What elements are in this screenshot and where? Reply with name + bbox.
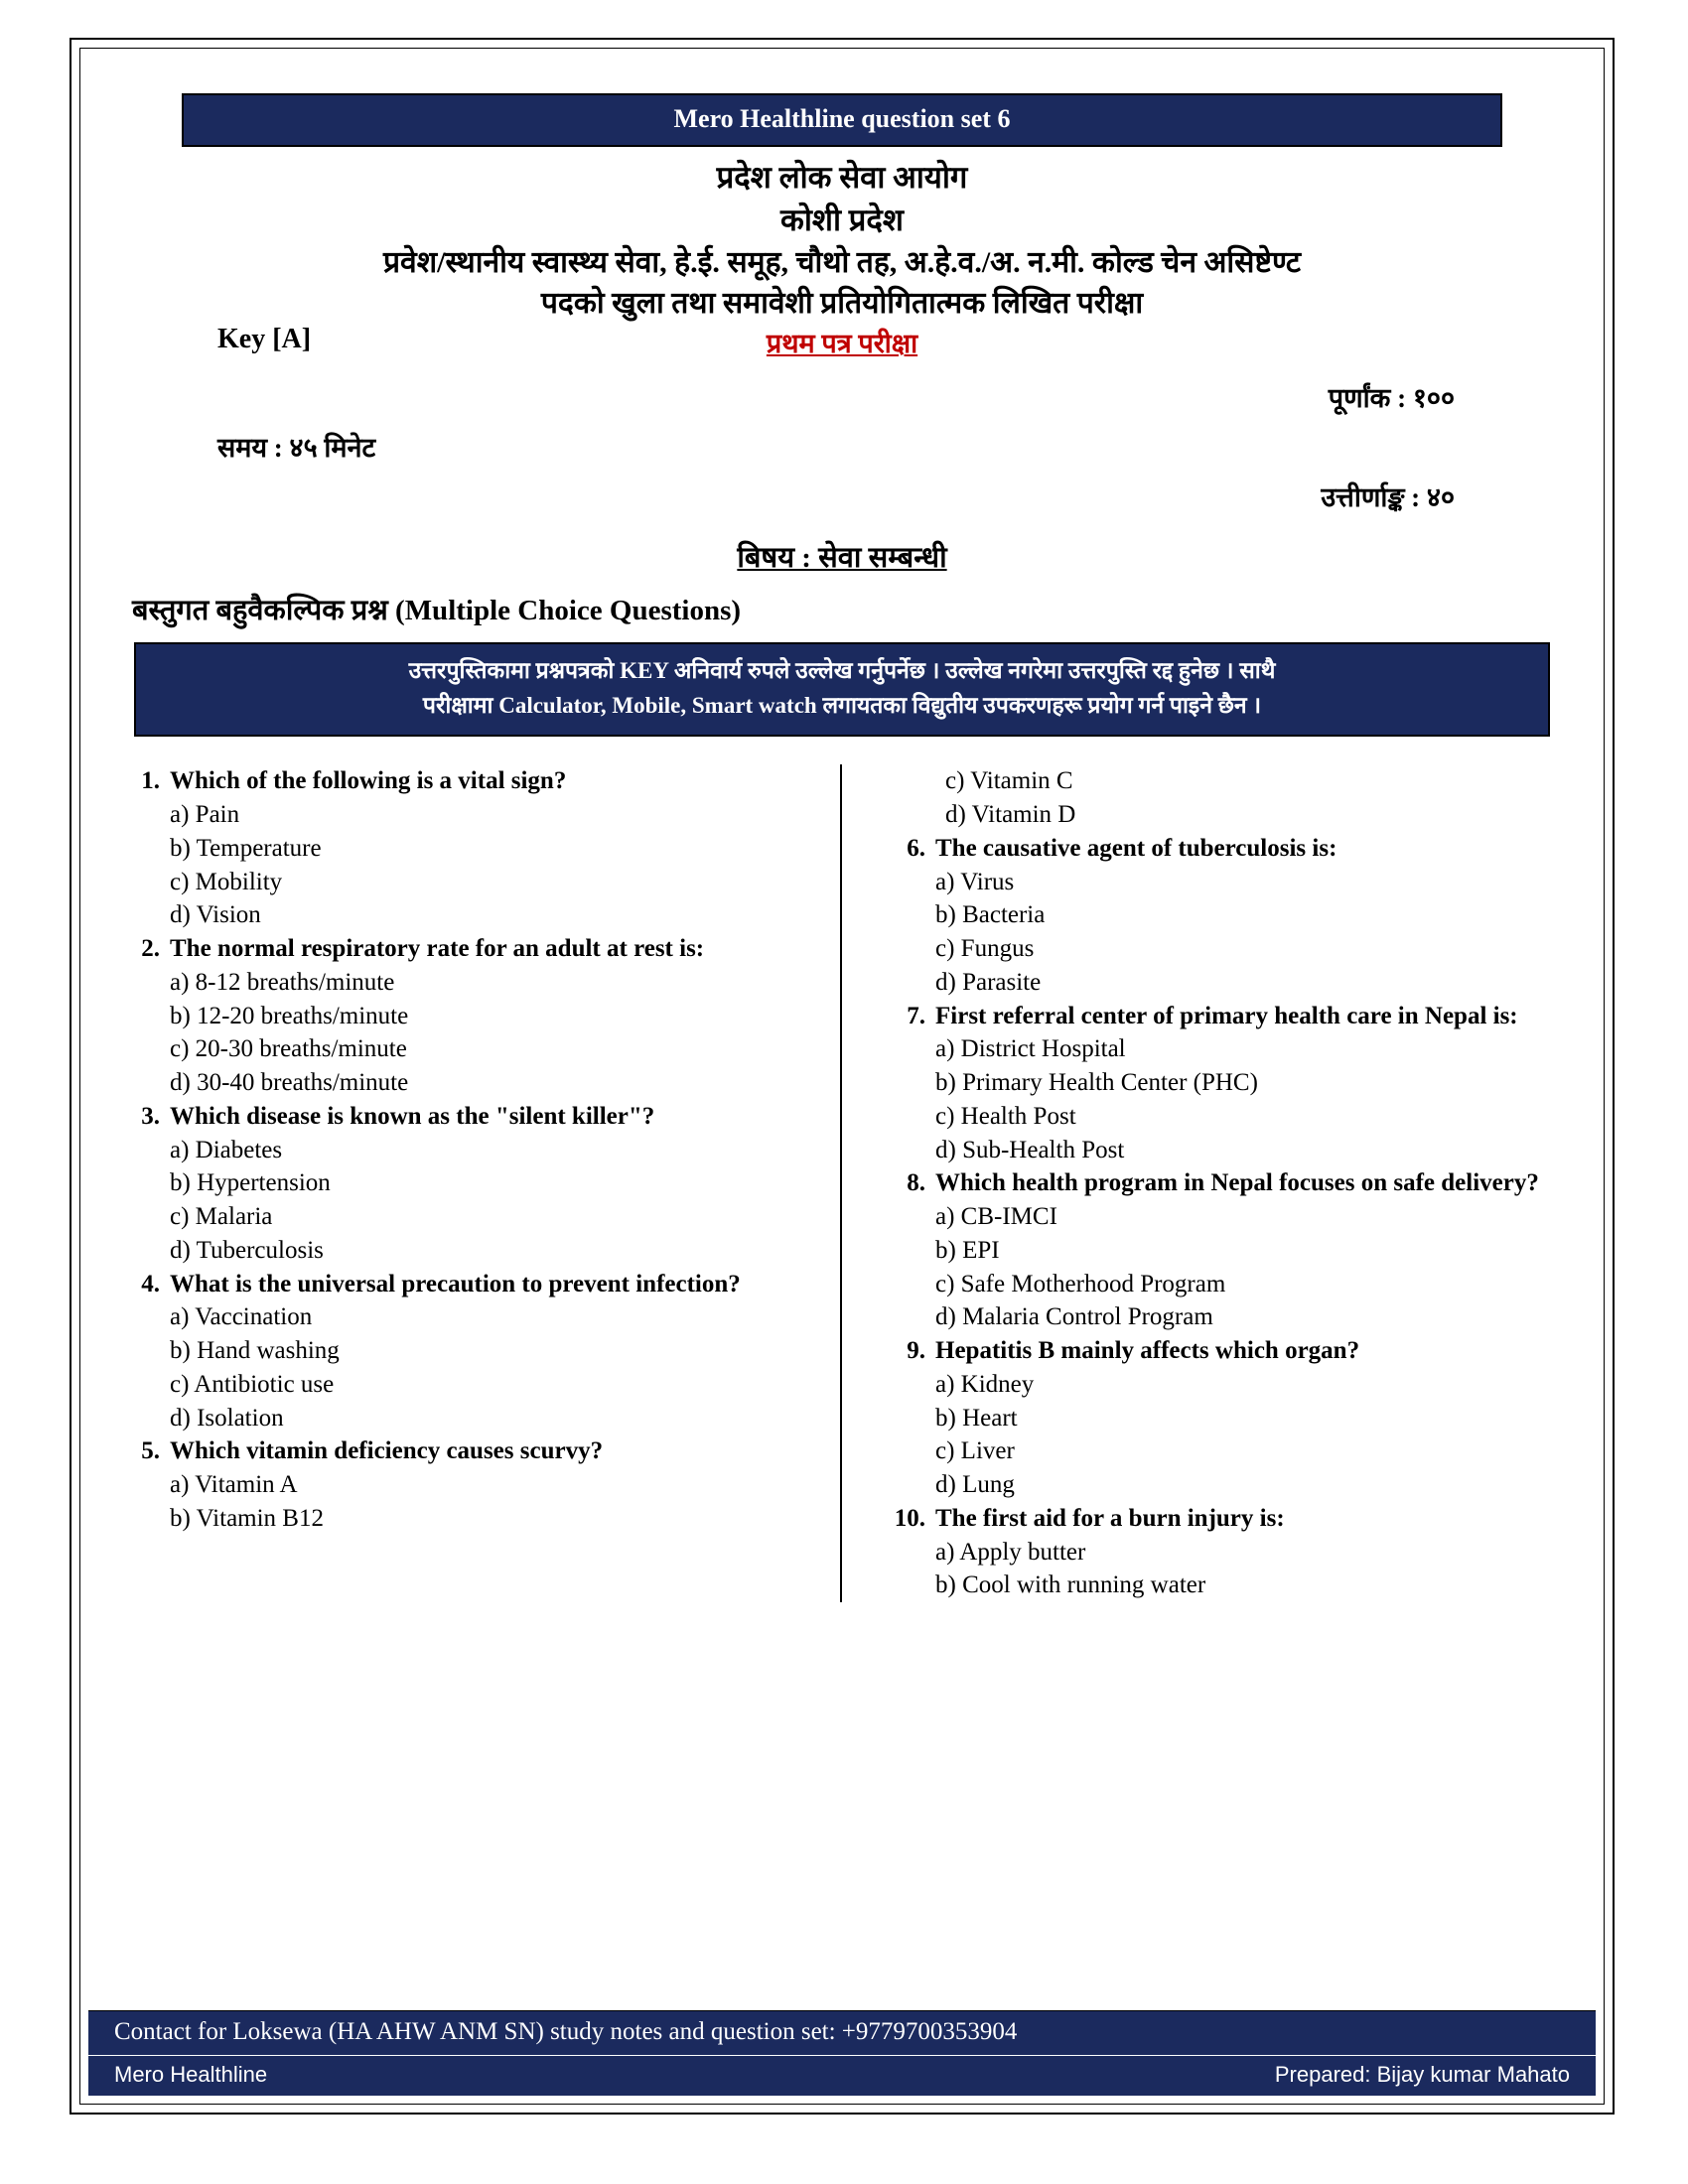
question-body xyxy=(170,1100,814,1268)
question-option[interactable]: a) Apply butter xyxy=(935,1538,1086,1566)
questions-column-right xyxy=(842,764,1558,1602)
question-option[interactable]: d) Vision xyxy=(170,901,261,929)
question-option[interactable]: c) Liver xyxy=(935,1437,1015,1465)
question-text: Which of the following is a vital sign? xyxy=(170,767,567,795)
question-number: 6. xyxy=(907,834,925,862)
question-item xyxy=(892,1000,1558,1167)
question-option[interactable]: b) Bacteria xyxy=(935,901,1046,929)
document-footer xyxy=(88,2010,1596,2096)
authority-line-3: प्रवेश/स्थानीय स्वास्थ्य सेवा, हे.ई. समूह, चौथो तह, अ.हे.व./अ. न.मी. कोल्ड चेन असिष्टेण्ट xyxy=(382,245,1302,279)
question-number: 5. xyxy=(141,1437,160,1465)
question-option[interactable]: c) Fungus xyxy=(935,935,1035,963)
footer-bar xyxy=(88,2055,1596,2096)
question-item xyxy=(126,1100,814,1268)
question-item xyxy=(892,832,1558,1000)
question-text: Hepatitis B mainly affects which organ? xyxy=(935,1337,1360,1365)
question-option[interactable]: a) CB-IMCI xyxy=(935,1203,1057,1231)
question-option[interactable]: a) Kidney xyxy=(935,1370,1035,1398)
question-option[interactable]: b) Hand washing xyxy=(170,1337,340,1365)
question-option[interactable]: d) Isolation xyxy=(170,1404,284,1432)
questions-columns xyxy=(120,764,1564,1602)
question-number: 7. xyxy=(907,1002,925,1029)
question-option[interactable]: b) Primary Health Center (PHC) xyxy=(935,1069,1258,1097)
contact-bar: Contact for Loksewa (HA AHW ANM SN) study notes and question set: +9779700353904 xyxy=(88,2010,1596,2055)
question-number: 3. xyxy=(141,1102,160,1130)
question-option[interactable]: a) District Hospital xyxy=(935,1035,1126,1063)
key-label: Key [A] xyxy=(217,324,312,355)
question-item xyxy=(892,1334,1558,1502)
title-bar: Mero Healthline question set 6 xyxy=(182,93,1502,147)
question-option[interactable]: b) Temperature xyxy=(170,834,322,862)
question-text: The normal respiratory rate for an adult at rest is: xyxy=(170,935,705,963)
question-body xyxy=(170,764,814,932)
question-option[interactable]: b) Vitamin B12 xyxy=(170,1504,324,1532)
question-option[interactable]: c) 20-30 breaths/minute xyxy=(170,1035,407,1063)
question-number: 2. xyxy=(141,935,160,963)
exam-authority-heading xyxy=(120,157,1564,324)
question-option[interactable]: b) 12-20 breaths/minute xyxy=(170,1002,409,1029)
question-body xyxy=(170,1268,814,1435)
question-body xyxy=(170,932,814,1100)
question-number: 8. xyxy=(907,1169,925,1197)
mcq-heading: बस्तुगत बहुवैकल्पिक प्रश्न (Multiple Choice Questions) xyxy=(132,595,742,627)
question-option[interactable]: d) Sub-Health Post xyxy=(935,1136,1125,1163)
question-item xyxy=(126,1434,814,1535)
question-item xyxy=(126,764,814,932)
exam-notice xyxy=(134,642,1550,737)
question-option[interactable]: d) Parasite xyxy=(935,968,1042,996)
question-option[interactable]: d) 30-40 breaths/minute xyxy=(170,1069,409,1097)
question-text: The causative agent of tuberculosis is: xyxy=(935,834,1337,862)
subject-heading: बिषय : सेवा सम्बन्धी xyxy=(737,542,947,575)
question-text: Which vitamin deficiency causes scurvy? xyxy=(170,1437,604,1465)
document-page xyxy=(70,38,1615,2115)
question-option[interactable]: d) Lung xyxy=(935,1471,1015,1499)
question-body xyxy=(170,1434,814,1535)
question-body xyxy=(935,832,1558,1000)
question-text: The first aid for a burn injury is: xyxy=(935,1504,1285,1532)
question-option[interactable]: c) Malaria xyxy=(170,1203,273,1231)
question-option[interactable]: c) Health Post xyxy=(935,1102,1076,1130)
question-option[interactable]: b) EPI xyxy=(935,1236,1000,1264)
question-number: 9. xyxy=(907,1337,925,1365)
question-option[interactable]: d) Malaria Control Program xyxy=(935,1303,1213,1331)
question-option[interactable]: c) Safe Motherhood Program xyxy=(935,1270,1226,1297)
footer-brand: Mero Healthline xyxy=(114,2062,268,2087)
footer-prepared-by: Prepared: Bijay kumar Mahato xyxy=(1274,2062,1570,2087)
question-option[interactable]: a) 8-12 breaths/minute xyxy=(170,968,395,996)
full-marks-label: पूर्णांक : १०० xyxy=(1328,383,1455,414)
question-text: First referral center of primary health care in Nepal is: xyxy=(935,1002,1518,1029)
question-number: 4. xyxy=(141,1270,160,1297)
question-option[interactable]: d) Vitamin D xyxy=(945,801,1076,829)
question-option[interactable]: b) Hypertension xyxy=(170,1169,331,1197)
question-item xyxy=(126,1268,814,1435)
authority-line-4: पदको खुला तथा समावेशी प्रतियोगितात्मक लिखित परीक्षा xyxy=(540,286,1144,320)
continued-options xyxy=(945,764,1558,832)
question-option[interactable]: a) Vitamin A xyxy=(170,1471,298,1499)
question-item xyxy=(126,932,814,1100)
question-option[interactable]: a) Vaccination xyxy=(170,1303,313,1331)
question-option[interactable]: a) Diabetes xyxy=(170,1136,283,1163)
question-option[interactable]: d) Tuberculosis xyxy=(170,1236,324,1264)
pass-marks-label: उत्तीर्णाङ्क : ४० xyxy=(1321,482,1455,513)
question-option[interactable]: b) Cool with running water xyxy=(935,1571,1206,1599)
question-body xyxy=(935,1000,1558,1167)
time-label: समय : ४५ मिनेट xyxy=(217,433,376,464)
question-option[interactable]: c) Vitamin C xyxy=(945,767,1073,795)
authority-line-1: प्रदेश लोक सेवा आयोग xyxy=(716,160,968,195)
question-option[interactable]: b) Heart xyxy=(935,1404,1018,1432)
question-text: Which disease is known as the "silent killer"? xyxy=(170,1102,655,1130)
exam-meta-block xyxy=(120,324,1564,537)
question-number: 10. xyxy=(894,1504,925,1532)
question-option[interactable]: c) Mobility xyxy=(170,868,283,895)
question-option[interactable]: c) Antibiotic use xyxy=(170,1370,335,1398)
notice-line-2: परीक्षामा Calculator, Mobile, Smart watch लगायतका विद्युतीय उपकरणहरू प्रयोग गर्न पाइने छैन । xyxy=(422,692,1262,718)
document-content xyxy=(80,49,1604,1602)
notice-line-1: उत्तरपुस्तिकामा प्रश्नपत्रको KEY अनिवार्य रुपले उल्लेख गर्नुपर्नेछ । उल्लेख नगरेमा उत्तरपुस्ति रद्द हुनेछ । साथै xyxy=(408,658,1276,684)
question-text: What is the universal precaution to prevent infection? xyxy=(170,1270,741,1297)
page-inner-border xyxy=(79,48,1605,2105)
question-option[interactable]: a) Virus xyxy=(935,868,1015,895)
questions-column-left xyxy=(126,764,842,1602)
question-text: Which health program in Nepal focuses on safe delivery? xyxy=(935,1169,1539,1197)
question-item xyxy=(892,1166,1558,1334)
question-body xyxy=(935,1334,1558,1502)
question-body xyxy=(935,1166,1558,1334)
question-number: 1. xyxy=(141,767,160,795)
question-option[interactable]: a) Pain xyxy=(170,801,240,829)
authority-line-2: कोशी प्रदेश xyxy=(780,202,904,237)
question-item xyxy=(892,1502,1558,1602)
question-body xyxy=(935,1502,1558,1602)
paper-label: प्रथम पत्र परीक्षा xyxy=(766,329,918,359)
